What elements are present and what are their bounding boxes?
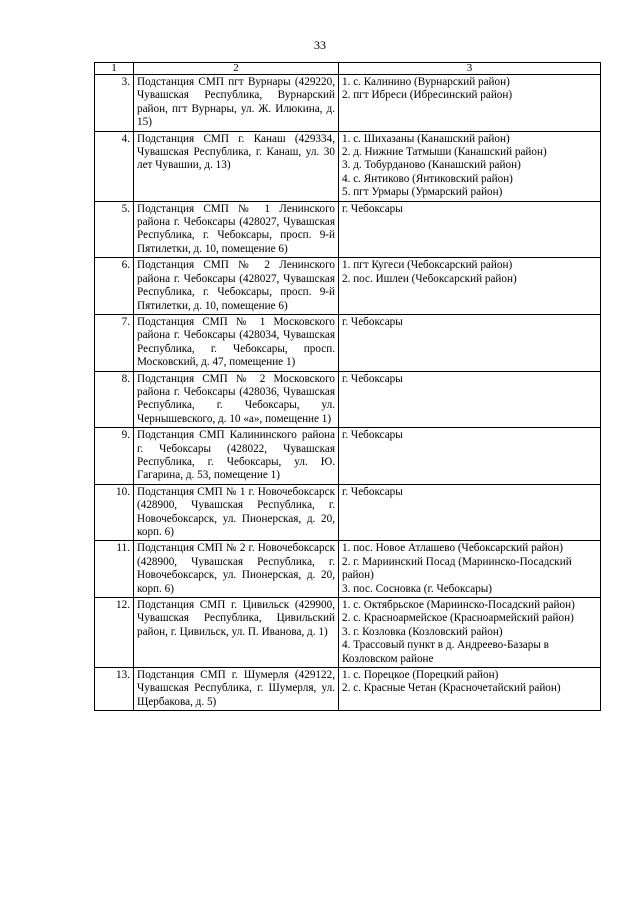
service-areas: [339, 598, 601, 668]
table-body: [95, 75, 601, 711]
service-areas: [339, 371, 601, 428]
service-area-item: г. Чебоксары: [342, 202, 403, 215]
row-number: 4.: [95, 131, 134, 201]
service-areas: [339, 668, 601, 711]
table-row: [95, 75, 601, 132]
service-area-item: 4. с. Янтиково (Янтиковский район): [342, 172, 513, 185]
service-area-item: 1. пос. Новое Атлашево (Чебоксарский район): [342, 542, 563, 555]
substations-table: [94, 62, 601, 711]
substation-address: Подстанция СМП № 2 г. Новочебоксарск (428900, Чувашская Республика, г. Новочебоксарск, ул. Пионерская, д. 20, корп. 6): [134, 541, 339, 598]
service-area-item: 1. пгт Кугеси (Чебоксарский район): [342, 259, 513, 272]
table-row: [95, 484, 601, 541]
column-header-1: 1: [95, 63, 134, 75]
service-areas: [339, 75, 601, 132]
table-row: [95, 258, 601, 315]
service-area-item: г. Чебоксары: [342, 315, 403, 328]
service-areas: [339, 484, 601, 541]
service-area-item: г. Чебоксары: [342, 429, 403, 442]
row-number: 12.: [95, 598, 134, 668]
substation-address: Подстанция СМП пгт Вурнары (429220, Чувашская Республика, Вурнарский район, пгт Вурнары, ул. Ж. Илюкина, д. 15): [134, 75, 339, 132]
service-area-item: 2. г. Мариинский Посад (Мариинско-Посадский район): [342, 555, 572, 582]
service-area-item: 1. с. Калинино (Вурнарский район): [342, 76, 510, 88]
table-row: [95, 598, 601, 668]
substation-address: Подстанция СМП № 1 Московского района г. Чебоксары (428034, Чувашская Республика, г. Чебоксары, просп. Московский, д. 47, помещение 1): [134, 314, 339, 371]
service-area-item: 3. пос. Сосновка (г. Чебоксары): [342, 582, 493, 595]
service-area-item: 1. с. Шихазаны (Канашский район): [342, 132, 510, 145]
row-number: 5.: [95, 201, 134, 258]
row-number: 3.: [95, 75, 134, 132]
table-row: [95, 314, 601, 371]
row-number: 13.: [95, 668, 134, 711]
service-area-item: 5. пгт Урмары (Урмарский район): [342, 186, 503, 199]
row-number: 11.: [95, 541, 134, 598]
service-area-item: 1. с. Порецкое (Порецкий район): [342, 669, 499, 682]
service-area-item: 4. Трассовый пункт в д. Андреево-Базары в Козловском районе: [342, 639, 549, 665]
service-area-item: 2. с. Красноармейское (Красноармейский район): [342, 612, 574, 625]
row-number: 6.: [95, 258, 134, 315]
table-row: [95, 201, 601, 258]
table-row: [95, 668, 601, 711]
page-number: 33: [314, 38, 326, 52]
service-area-item: 3. д. Тобурданово (Канашский район): [342, 159, 521, 172]
row-number: 9.: [95, 428, 134, 485]
substation-address: Подстанция СМП г. Шумерля (429122, Чувашская Республика, г. Шумерля, ул. Щербакова, д. 5): [134, 668, 339, 711]
service-area-item: 2. пос. Ишлеи (Чебоксарский район): [342, 272, 517, 285]
service-areas: [339, 131, 601, 201]
table-row: [95, 428, 601, 485]
service-area-item: г. Чебоксары: [342, 485, 403, 498]
service-areas: [339, 201, 601, 258]
table-row: [95, 131, 601, 201]
substation-address: Подстанция СМП г. Канаш (429334, Чувашская Республика, г. Канаш, ул. 30 лет Чувашии, д. 13): [134, 131, 339, 201]
row-number: 8.: [95, 371, 134, 428]
service-area-item: 2. д. Нижние Татмыши (Канашский район): [342, 146, 547, 159]
service-area-item: 3. г. Козловка (Козловский район): [342, 625, 503, 638]
row-number: 7.: [95, 314, 134, 371]
substation-address: Подстанция СМП Калининского района г. Чебоксары (428022, Чувашская Республика, г. Чебоксары, ул. Ю. Гагарина, д. 53, помещение 1): [134, 428, 339, 485]
service-areas: [339, 428, 601, 485]
column-header-2: 2: [134, 63, 339, 75]
column-header-3: 3: [339, 63, 601, 75]
substation-address: Подстанция СМП № 1 г. Новочебоксарск (428900, Чувашская Республика, г. Новочебоксарск, ул. Пионерская, д. 20, корп. 6): [134, 484, 339, 541]
service-areas: [339, 258, 601, 315]
row-number: 10.: [95, 484, 134, 541]
table-header-row: [95, 63, 601, 75]
service-area-item: 2. пгт Ибреси (Ибресинский район): [342, 89, 513, 102]
substation-address: Подстанция СМП № 2 Ленинского района г. Чебоксары (428027, Чувашская Республика, г. Чебоксары, просп. 9-й Пятилетки, д. 10, помещение 6): [134, 258, 339, 315]
service-area-item: г. Чебоксары: [342, 372, 403, 385]
service-area-item: 1. с. Октябрьское (Мариинско-Посадский район): [342, 599, 575, 612]
service-area-item: 2. с. Красные Четан (Красночетайский район): [342, 682, 561, 695]
service-areas: [339, 314, 601, 371]
substation-address: Подстанция СМП г. Цивильск (429900, Чувашская Республика, Цивильский район, г. Цивильск, ул. П. Иванова, д. 1): [134, 598, 339, 668]
table-row: [95, 371, 601, 428]
table-row: [95, 541, 601, 598]
service-areas: [339, 541, 601, 598]
substation-address: Подстанция СМП № 2 Московского района г. Чебоксары (428036, Чувашская Республика, г. Чебоксары, ул. Чернышевского, д. 10 «а», помещение 1): [134, 371, 339, 428]
substation-address: Подстанция СМП № 1 Ленинского района г. Чебоксары (428027, Чувашская Республика, г. Чебоксары, просп. 9-й Пятилетки, д. 10, помещение 6): [134, 201, 339, 258]
